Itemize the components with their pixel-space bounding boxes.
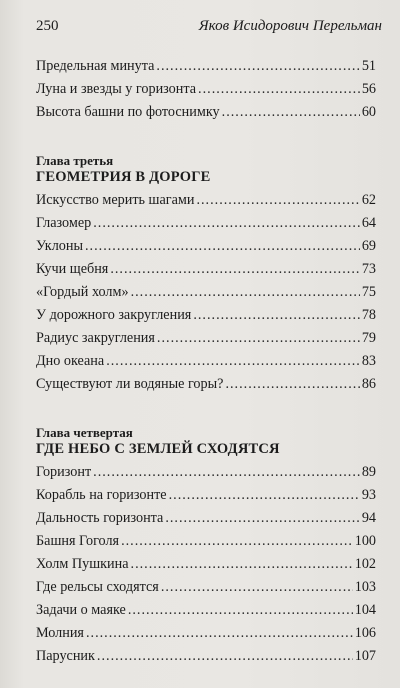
dot-leader [121,533,353,550]
toc-entry-page: 93 [361,487,376,503]
dot-leader [131,556,353,573]
toc-entry-title: У дорожного закругления [36,307,192,323]
dot-leader [106,353,360,370]
dot-leader [97,648,353,665]
toc-entry-page: 69 [361,238,376,254]
toc-entry-title: Существуют ли водяные горы? [36,376,224,392]
chapter-heading [36,425,376,458]
dot-leader [86,625,353,642]
toc-entry-title: Радиус закругления [36,330,155,346]
toc-entry [36,215,376,238]
chapter-label: Глава третья [36,153,114,168]
dot-leader [157,330,360,347]
toc-entry-title: Предельная минута [36,58,155,74]
chapter-title: ГЕОМЕТРИЯ В ДОРОГЕ [36,169,211,185]
toc-entry-page: 86 [361,376,376,392]
toc-entry-title: Башня Гоголя [36,533,120,549]
toc-entry-title: Где рельсы сходятся [36,579,159,595]
toc-entry [36,579,376,602]
toc-entry-page: 79 [361,330,376,346]
toc-entry [36,238,376,261]
toc-entry-title: Искусство мерить шагами [36,192,195,208]
toc-entry-page: 107 [354,648,376,664]
toc-entry-title: Дальность горизонта [36,510,164,526]
table-of-contents [36,58,376,671]
dot-leader [193,307,359,324]
dot-leader [161,579,353,596]
toc-entry-title: Высота башни по фотоснимку [36,104,220,120]
toc-entry-page: 75 [361,284,376,300]
dot-leader [156,58,359,75]
toc-entry [36,625,376,648]
dot-leader [169,487,360,504]
toc-entry [36,487,376,510]
toc-entry [36,510,376,533]
toc-entry-title: «Гордый холм» [36,284,129,300]
running-title: Яков Исидорович Перельман [198,18,382,34]
toc-entry [36,284,376,307]
toc-entry-page: 106 [354,625,376,641]
chapter-title: ГДЕ НЕБО С ЗЕМЛЕЙ СХОДЯТСЯ [36,441,280,457]
toc-entry-page: 62 [361,192,376,208]
toc-entry-title: Молния [36,625,84,641]
chapter-heading [36,153,376,186]
toc-entry-title: Горизонт [36,464,92,480]
toc-entry-title: Глазомер [36,215,92,231]
toc-entry [36,376,376,399]
toc-entry [36,307,376,330]
toc-entry-title: Холм Пушкина [36,556,129,572]
toc-entry-page: 100 [354,533,376,549]
toc-entry [36,330,376,353]
toc-entry [36,353,376,376]
toc-entry-page: 73 [361,261,376,277]
dot-leader [131,284,360,301]
dot-leader [222,104,360,121]
toc-entry [36,464,376,487]
page-header [36,18,382,42]
toc-entry-page: 60 [361,104,376,120]
toc-entry-title: Корабль на горизонте [36,487,167,503]
toc-entry-page: 64 [361,215,376,231]
toc-entry-page: 102 [354,556,376,572]
toc-entry-page: 51 [361,58,376,74]
toc-entry-page: 83 [361,353,376,369]
dot-leader [198,81,360,98]
toc-entry-page: 89 [361,464,376,480]
toc-entry [36,533,376,556]
toc-entry-page: 104 [354,602,376,618]
dot-leader [196,192,359,209]
dot-leader [93,215,360,232]
toc-entry [36,104,376,127]
toc-entry [36,261,376,284]
toc-entry-title: Кучи щебня [36,261,109,277]
toc-entry-title: Задачи о маяке [36,602,126,618]
toc-entry [36,602,376,625]
toc-entry-page: 103 [354,579,376,595]
dot-leader [110,261,359,278]
toc-entry [36,648,376,671]
toc-entry-page: 78 [361,307,376,323]
toc-entry [36,58,376,81]
page-number: 250 [36,18,59,34]
toc-entry-title: Уклоны [36,238,83,254]
toc-entry-title: Луна и звезды у горизонта [36,81,197,97]
toc-entry-title: Парусник [36,648,95,664]
toc-entry [36,81,376,104]
toc-entry-title: Дно океана [36,353,105,369]
toc-entry-page: 56 [361,81,376,97]
dot-leader [93,464,360,481]
toc-entry-page: 94 [361,510,376,526]
dot-leader [225,376,359,393]
toc-entry [36,192,376,215]
dot-leader [128,602,353,619]
dot-leader [165,510,359,527]
toc-entry [36,556,376,579]
chapter-label: Глава четвертая [36,425,133,440]
dot-leader [85,238,360,255]
